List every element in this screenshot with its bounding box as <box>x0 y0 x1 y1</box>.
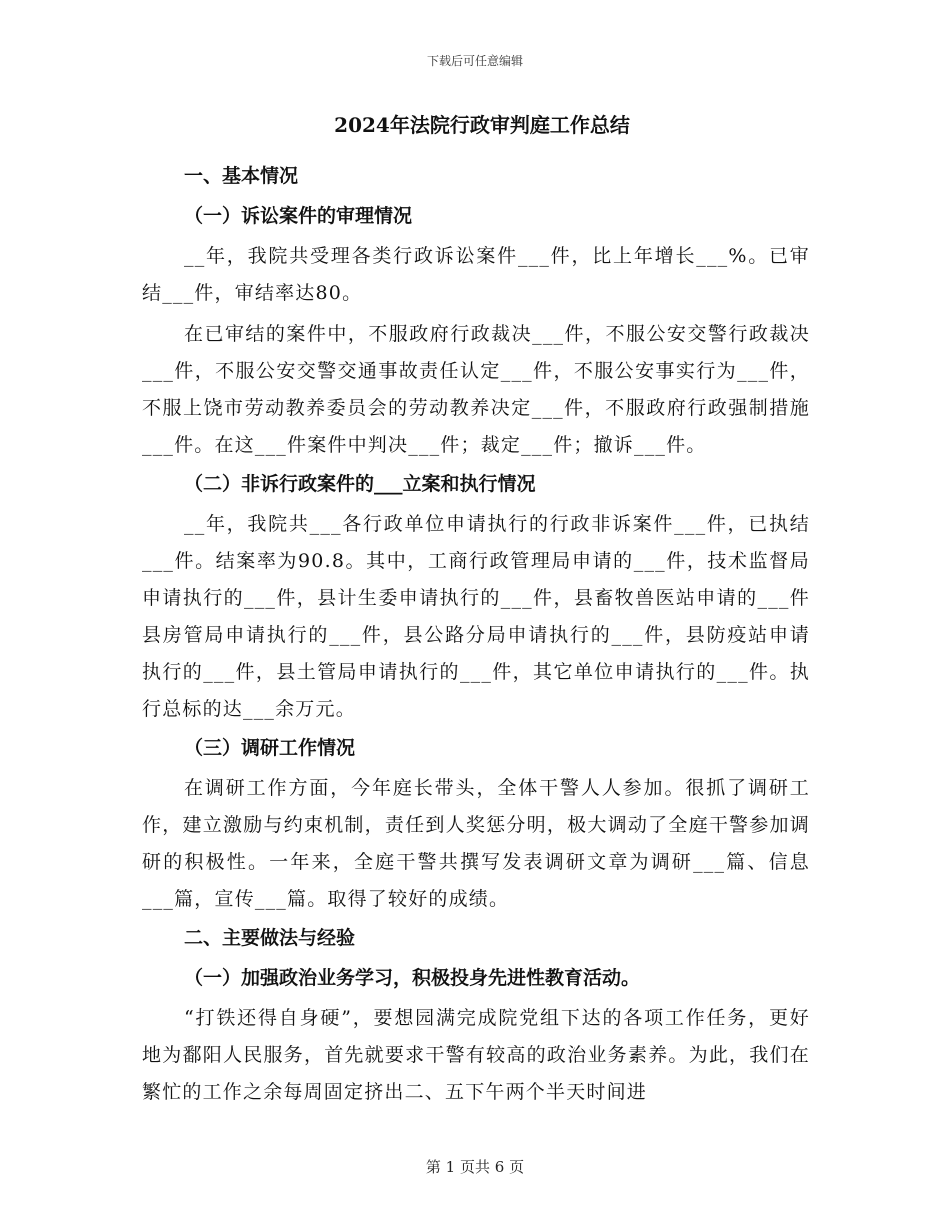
paragraph: 在调研工作方面，今年庭长带头，全体干警人人参加。很抓了调研工作，建立激励与约束机制，责任到人奖惩分明，极大调动了全庭干警参加调研的积极性。一年来，全庭干警共撰写发表调研文章为调研___篇、信息___篇，宣传___篇。取得了较好的成绩。 <box>142 777 810 910</box>
paragraph: __年，我院共受理各类行政诉讼案件___件，比上年增长___%。已审结___件，审结率达80。 <box>142 245 810 304</box>
subsection-heading-study: （一）加强政治业务学习，积极投身先进性教育活动。 <box>184 967 641 989</box>
subsection-heading-research: （三）调研工作情况 <box>184 737 356 759</box>
page-header: 下载后可任意编辑 <box>426 54 523 68</box>
paragraph: 在已审结的案件中，不服政府行政裁决___件，不服公安交警行政裁决___件，不服公安交警交通事故责任认定___件，不服公安事实行为___件，不服上饶市劳动教养委员会的劳动教养决定___件，不服政府行政强制措施___件。在这___件案件中判决___件；裁定___件；撤诉___件。 <box>142 323 810 456</box>
section-heading-basic: 一、基本情况 <box>184 165 299 187</box>
document-title: 2024年法院行政审判庭工作总结 <box>334 113 630 137</box>
subsection-heading-litigation: （一）诉讼案件的审理情况 <box>184 205 413 227</box>
document-body <box>142 110 810 1115</box>
paragraph: __年，我院共___各行政单位申请执行的行政非诉案件___件，已执结___件。结案率为90.8。其中，工商行政管理局申请的___件，技术监督局申请执行的___件，县计生委申请执行的___件，县畜牧兽医站申请的___件县房管局申请执行的___件，县公路分局申请执行的___件，县防疫站申请执行的___件，县土管局申请执行的___件，其它单位申请执行的___件。执行总标的达___余万元。 <box>142 513 810 720</box>
subsection-heading-non-litigation: （二）非诉行政案件的___立案和执行情况 <box>184 473 536 495</box>
paragraph: “打铁还得自身硬”，要想园满完成院党组下达的各项工作任务，更好地为鄱阳人民服务，首先就要求干警有较高的政治业务素养。为此，我们在繁忙的工作之余每周固定挤出二、五下午两个半天时间进 <box>142 1007 810 1103</box>
page-footer: 第 1 页共 6 页 <box>425 1158 525 1176</box>
section-heading-practices: 二、主要做法与经验 <box>184 927 356 949</box>
